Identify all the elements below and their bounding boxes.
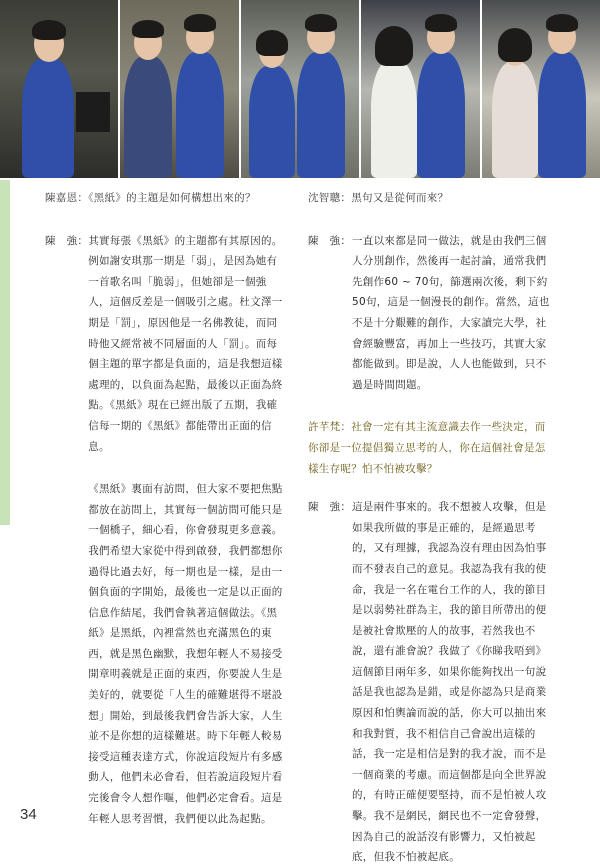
speaker-label: 陳 強： bbox=[308, 501, 352, 514]
answer-body: 這是兩件事來的。我不想被人攻擊，但是如果我所做的事是正確的，是經過思考的，又有理據，我認為沒有理由因為怕事而不發表自己的意見。我認為我有我的使命，我是一名在電台工作的人，我的節目是以弱勢社群為主，我的節目所帶出的便是被社會欺壓的人的故事，若然我也不說，還有誰會說？我做了《你睇我唔到》這個節目兩年多，如果你能夠找出一句說話是我也認為是錯，或是你認為只是商業原因和怕輿論而說的話，你大可以抽出來和我對質，我不相信自己會說出這樣的話，我一定是相信是對的我才說，而不是一個商業的考慮。而這個都是向全世界說的，有時正確便要堅持，而不是怕被人攻擊。我不是網民，網民也不一定會發聲，因為自己的說話沒有影響力，又怕被起底，但我不怕被起底。 bbox=[352, 501, 547, 864]
person-figure bbox=[297, 52, 345, 178]
person-figure bbox=[417, 52, 465, 178]
photo-3 bbox=[241, 0, 359, 178]
right-column bbox=[308, 188, 555, 868]
answer-paragraph: 其實每張《黑紙》的主題都有其原因的。例如謝安琪那一期是「弱」，是因為她有一首歌名叫「脆弱」，但她卻是一個強人，這個反差是一個吸引之處。杜文澤一期是「罰」，原因他是一名佛教徒，而同時他又經常被不同層面的人「罰」。而每個主題的單字都是負面的，這是我想這樣處理的，以負面為起點，最後以正面為終點。《黑紙》現在已經出版了五期，我確信每一期的《黑紙》都能帶出正面的信息。 bbox=[88, 234, 283, 453]
accent-bar bbox=[0, 180, 10, 525]
question-shum-chi-chung: 沈智聰：黑句又是從何而來？ bbox=[308, 192, 449, 204]
person-hair bbox=[32, 20, 66, 40]
person-figure bbox=[22, 58, 74, 178]
person-hair bbox=[132, 20, 164, 38]
page-number: 34 bbox=[20, 806, 37, 823]
person-hair bbox=[375, 26, 413, 66]
person-figure bbox=[371, 60, 417, 178]
answer-block bbox=[308, 231, 555, 396]
photo-5 bbox=[482, 0, 600, 178]
person-hair bbox=[425, 14, 457, 32]
answer-block bbox=[308, 497, 555, 868]
person-figure bbox=[492, 62, 538, 178]
person-figure bbox=[176, 52, 224, 178]
photo-1 bbox=[0, 0, 118, 178]
answer-block bbox=[45, 231, 288, 830]
equipment bbox=[76, 92, 110, 132]
person-hair bbox=[498, 28, 532, 62]
person-hair bbox=[256, 30, 288, 56]
answer-paragraph: 《黑紙》裏面有訪問，但大家不要把焦點都放在訪問上，其實每一個訪問可能只是一個橋子，細心看，你會發現更多意義。我們希望大家從中得到啟發，我們都想你過得比過去好，每一期也是一樣，是由一個負面的字開始，最後也一定是以正面的信息作結尾，我們會執著這個做法。《黑紙》是黑紙，內裡當然也充滿黑色的東西，就是黑色幽默，我想年輕人不易接受開章明義就是正面的東西，你要說人生是美好的，就要從「人生的確難堪得不堪設想」開始，到最後我們會告訴大家，人生並不是你想的這樣難堪。時下年輕人較易接受這種表達方式，你說這段短片有多感動人，他們未必會看，但若說這段短片看完後會令人想作嘔，他們必定會看。這是年輕人思考習慣，我們便以此為起點。 bbox=[88, 483, 283, 825]
person-figure bbox=[124, 56, 172, 178]
person-figure bbox=[249, 66, 295, 178]
speaker-label: 陳 強： bbox=[45, 234, 89, 247]
photo-strip bbox=[0, 0, 600, 178]
left-column bbox=[45, 188, 288, 829]
photo-4 bbox=[361, 0, 479, 178]
speaker-label: 陳 強： bbox=[308, 234, 352, 247]
question-chan-ka-yan: 陳嘉恩：《黑紙》的主題是如何構想出來的？ bbox=[45, 192, 256, 204]
person-hair bbox=[184, 14, 216, 32]
answer-body bbox=[88, 231, 288, 830]
person-hair bbox=[546, 14, 578, 32]
person-figure bbox=[538, 52, 586, 178]
question-hui-chin-fan: 許芊梵：社會一定有其主流意識去作一些決定，而你卻是一位提倡獨立思考的人，你在這個社會是怎樣生存呢？怕不怕被攻擊？ bbox=[308, 421, 546, 475]
answer-body: 一直以來都是同一做法，就是由我們三個人分別創作，然後再一起討論，通常我們先創作60 ~ 70句，篩選兩次後，剩下約50句，這是一個漫長的創作。當然，這也不是十分艱難的創作，大家讀完大學，社會經驗豐富，再加上一些技巧，其實大家都能做到。即是說，人人也能做到，只不過是時間問題。 bbox=[352, 234, 550, 391]
photo-2 bbox=[120, 0, 238, 178]
person-hair bbox=[305, 14, 337, 32]
